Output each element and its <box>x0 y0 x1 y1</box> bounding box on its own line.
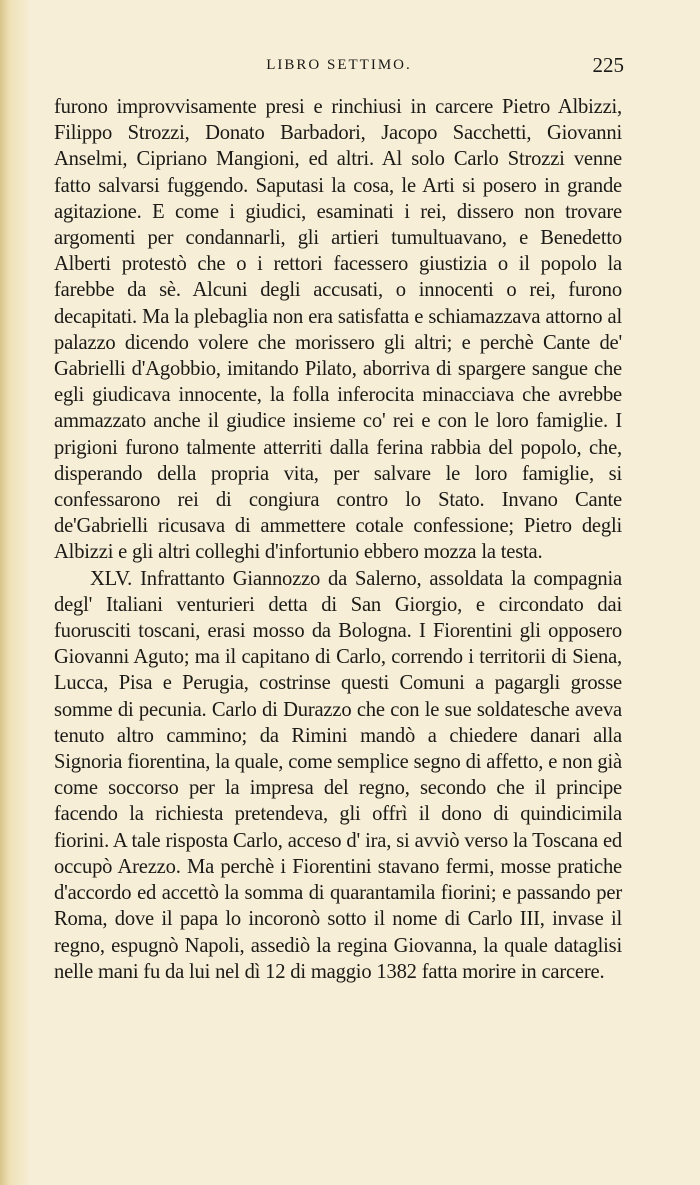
body-text <box>54 94 622 985</box>
page-header <box>54 53 624 87</box>
running-title: LIBRO SETTIMO. <box>266 57 412 73</box>
paragraph-continued: furono improvvisamente presi e rinchiusi in carcere Pietro Albizzi, Filippo Strozzi, Donato Barbadori, Jacopo Sacchetti, Giovanni Anselmi, Cipriano Mangioni, ed altri. Al solo Carlo Strozzi venne fatto salvarsi fuggendo. Saputasi la cosa, le Arti si posero in grande agitazione. E come i giudici, esaminati i rei, dissero non trovare argomenti per condannarli, gli artieri tumultuavano, e Benedetto Alberti protestò che o i rettori facessero giustizia o il popolo la farebbe da sè. Alcuni degli accusati, o innocenti o rei, furono decapitati. Ma la plebaglia non era satisfatta e schiamazzava attorno al palazzo dicendo volere che morissero gli altri; e perchè Cante de' Gabrielli d'Agobbio, imitando Pilato, aborriva di spargere sangue che egli giudicava innocente, la folla inferocita minacciava che avrebbe ammazzato anche il giudice insieme co' rei e con le loro famiglie. I prigioni furono talmente atterriti dalla ferina rabbia del popolo, che, disperando della propria vita, per salvare le loro famiglie, si confessarono rei di congiura contro lo Stato. Invano Cante de'Gabrielli ricusava di ammettere cotale confessione; Pietro degli Albizzi e gli altri colleghi d'infortunio ebbero mozza la testa. <box>54 96 622 564</box>
paragraph-xlv: XLV. Infrattanto Giannozzo da Salerno, assoldata la compagnia degl' Italiani venturieri detta di San Giorgio, e circondato dai fuorusciti toscani, erasi mosso da Bologna. I Fiorentini gli opposero Giovanni Aguto; ma il capitano di Carlo, correndo i territorii di Siena, Lucca, Pisa e Perugia, costrinse questi Comuni a pagargli grosse somme di pecunia. Carlo di Durazzo che con le sue soldatesche aveva tenuto altro cammino; da Rimini mandò a chiedere danari alla Signoria fiorentina, la quale, come semplice segno di affetto, e non già come soccorso per la impresa del regno, secondo che il principe facendo la richiesta pretendeva, gli offrì il dono di quindicimila fiorini. A tale risposta Carlo, acceso d' ira, si avviò verso la Toscana ed occupò Arezzo. Ma perchè i Fiorentini stavano fermi, mosse pratiche d'accordo ed accettò la somma di quarantamila fiorini; e passando per Roma, dove il papa lo incoronò sotto il nome di Carlo III, invase il regno, espugnò Napoli, assediò la regina Giovanna, la quale dataglisi nelle mani fu da lui nel dì 12 di maggio 1382 fatta morire in carcere. <box>54 567 622 983</box>
page-number: 225 <box>592 53 624 77</box>
